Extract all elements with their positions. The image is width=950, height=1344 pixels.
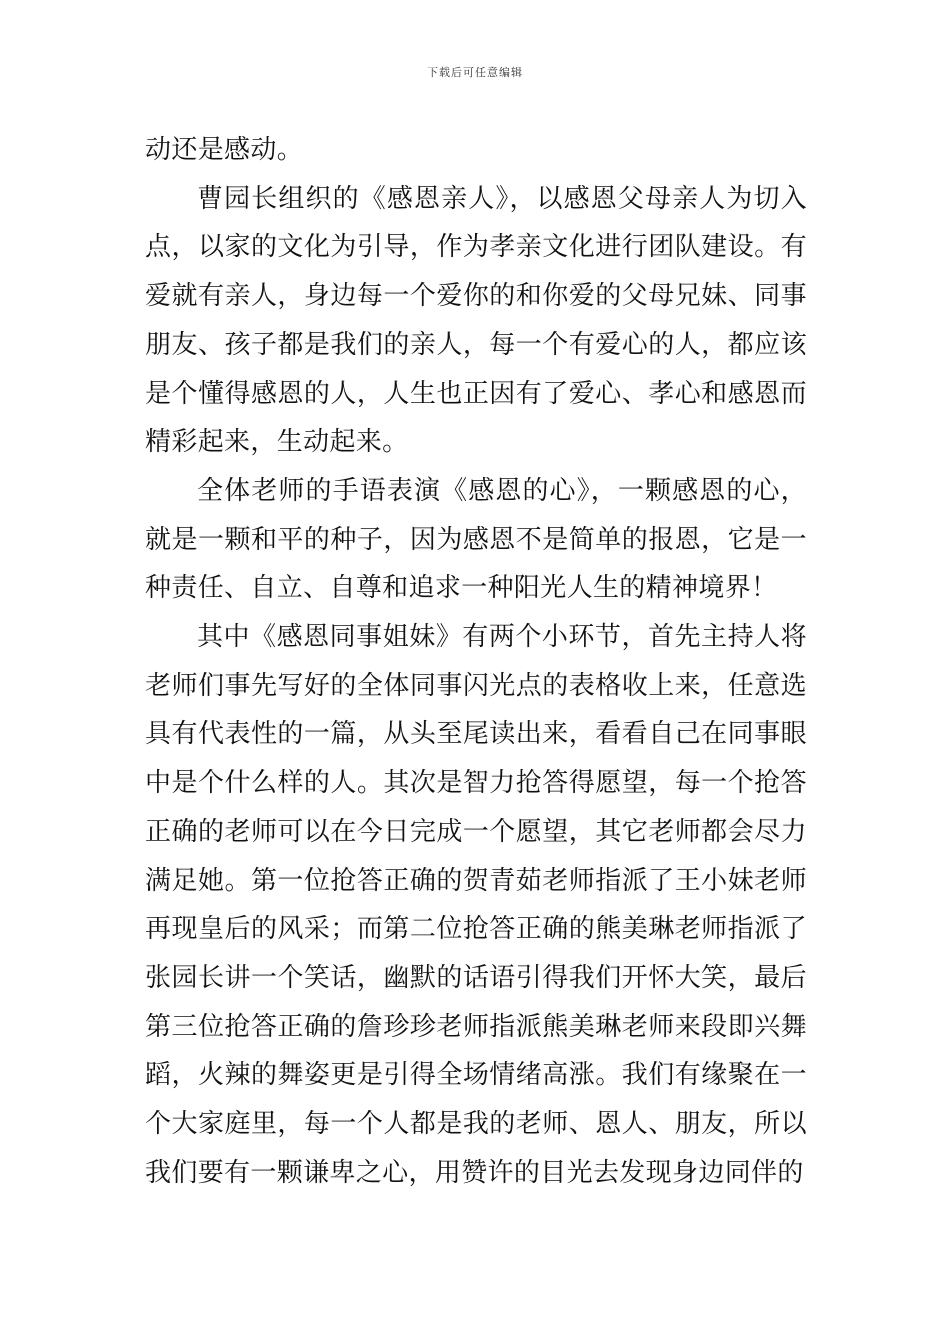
- paragraph-1: 动还是感动。: [145, 135, 304, 165]
- paragraph-2: 曹园长组织的《感恩亲人》，以感恩父母亲人为切入点，以家的文化为引导，作为孝亲文化进行团队建设。有爱就有亲人，身边每一个爱你的和你爱的父母兄妹、同事朋友、孩子都是我们的亲人，每一个有爱心的人，都应该是个懂得感恩的人，人生也正因有了爱心、孝心和感恩而精彩起来，生动起来。: [145, 183, 807, 458]
- page-header: 下载后可任意编辑: [427, 66, 523, 79]
- document-body: [145, 126, 807, 1197]
- paragraph-4: 其中《感恩同事姐妹》有两个小环节，首先主持人将老师们事先写好的全体同事闪光点的表格收上来，任意选具有代表性的一篇，从头至尾读出来，看看自己在同事眼中是个什么样的人。其次是智力抢答得愿望，每一个抢答正确的老师可以在今日完成一个愿望，其它老师都会尽力满足她。第一位抢答正确的贺青茹老师指派了王小妹老师再现皇后的风采；而第二位抢答正确的熊美琳老师指派了张园长讲一个笑话，幽默的话语引得我们开怀大笑，最后第三位抢答正确的詹珍珍老师指派熊美琳老师来段即兴舞蹈，火辣的舞姿更是引得全场情绪高涨。我们有缘聚在一个大家庭里，每一个人都是我的老师、恩人、朋友，所以我们要有一颗谦卑之心，用赞许的目光去发现身边同伴的: [145, 622, 807, 1188]
- paragraph-3: 全体老师的手语表演《感恩的心》，一颗感恩的心，就是一颗和平的种子，因为感恩不是简单的报恩，它是一种责任、自立、自尊和追求一种阳光人生的精神境界！: [145, 475, 807, 604]
